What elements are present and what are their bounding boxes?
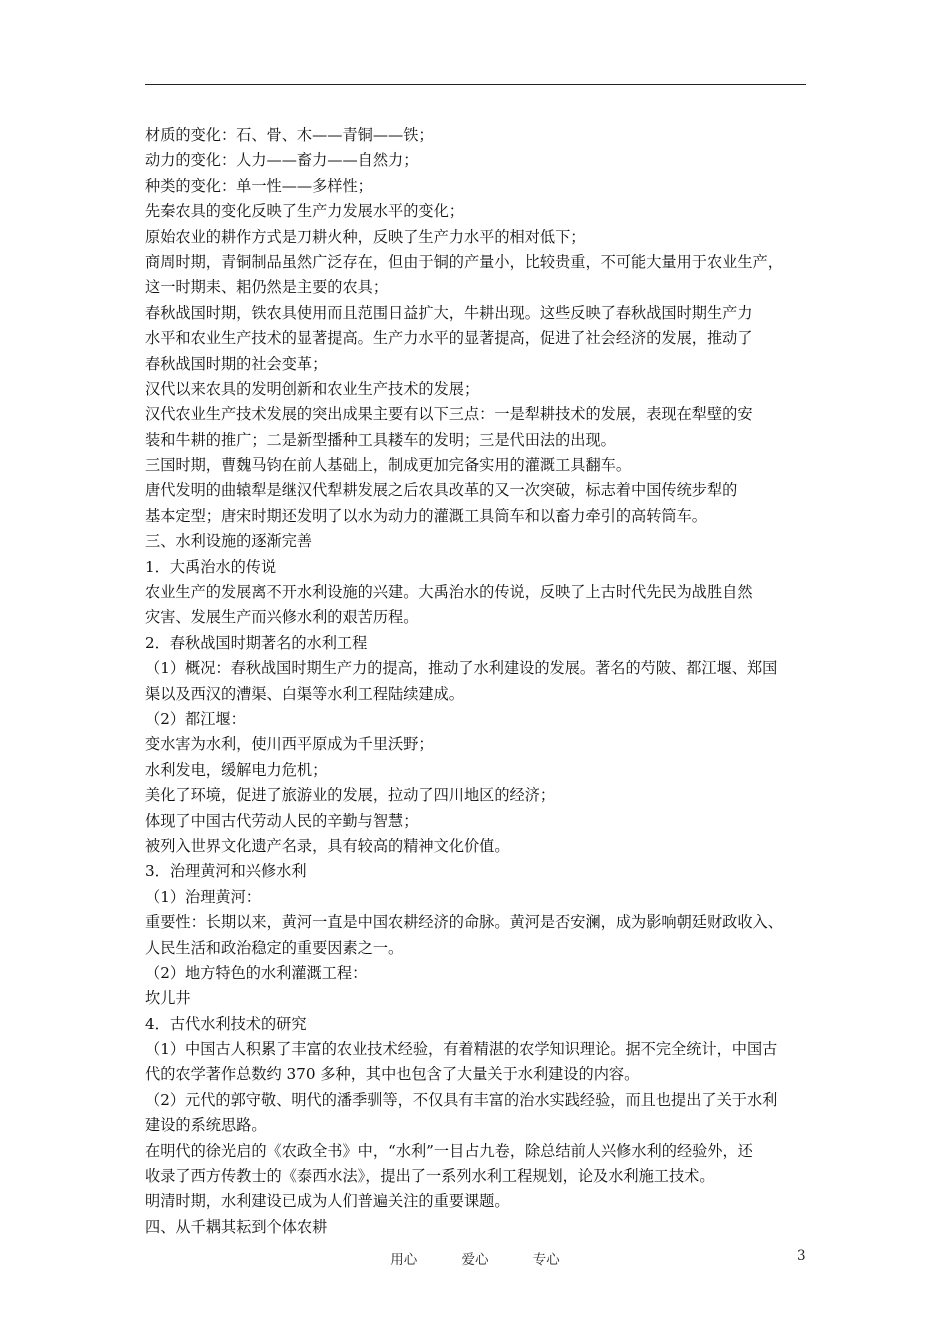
body-line: （2）地方特色的水利灌溉工程： bbox=[145, 963, 368, 982]
body-line: 基本定型；唐宋时期还发明了以水为动力的灌溉工具筒车和以畜力牵引的高转筒车。 bbox=[145, 506, 707, 525]
body-line: （1）治理黄河： bbox=[145, 887, 261, 906]
body-line: 建设的系统思路。 bbox=[145, 1116, 267, 1135]
body-line: 变水害为水利，使川西平原成为千里沃野； bbox=[145, 735, 434, 754]
body-line: 人民生活和政治稳定的重要因素之一。 bbox=[145, 938, 404, 957]
body-line: 被列入世界文化遗产名录，具有较高的精神文化价值。 bbox=[145, 836, 510, 855]
page-number: 3 bbox=[797, 1248, 806, 1264]
footer-motto bbox=[0, 1248, 950, 1268]
body-line: 渠以及西汉的漕渠、白渠等水利工程陆续建成。 bbox=[145, 684, 464, 703]
body-line: 体现了中国古代劳动人民的辛勤与智慧； bbox=[145, 811, 419, 830]
body-line: （1）中国古人积累了丰富的农业技术经验，有着精湛的农学知识理论。据不完全统计，中国古 bbox=[145, 1040, 778, 1059]
footer-motto-2: 爱心 bbox=[461, 1252, 489, 1268]
body-line: 明清时期，水利建设已成为人们普遍关注的重要课题。 bbox=[145, 1192, 510, 1211]
body-line: （1）概况：春秋战国时期生产力的提高，推动了水利建设的发展。著名的芍陂、都江堰、郑国 bbox=[145, 659, 778, 678]
body-line: 动力的变化：人力——畜力——自然力； bbox=[145, 151, 419, 170]
body-line: 春秋战国时期，铁农具使用而且范围日益扩大，牛耕出现。这些反映了春秋战国时期生产力 bbox=[145, 303, 753, 322]
body-line: 原始农业的耕作方式是刀耕火种，反映了生产力水平的相对低下； bbox=[145, 227, 586, 246]
body-line: 先秦农具的变化反映了生产力发展水平的变化； bbox=[145, 202, 464, 221]
body-line: 美化了环境，促进了旅游业的发展，拉动了四川地区的经济； bbox=[145, 786, 556, 805]
body-line: 三国时期，曹魏马钧在前人基础上，制成更加完备实用的灌溉工具翻车。 bbox=[145, 456, 631, 475]
document-body bbox=[145, 123, 810, 1240]
subsection-heading: 3．治理黄河和兴修水利 bbox=[145, 862, 307, 881]
header-rule bbox=[145, 84, 806, 85]
body-line: 材质的变化：石、骨、木——青铜——铁； bbox=[145, 126, 434, 144]
body-line: （2）都江堰： bbox=[145, 709, 246, 728]
body-line: 商周时期，青铜制品虽然广泛存在，但由于铜的产量小，比较贵重，不可能大量用于农业生产， bbox=[145, 252, 783, 271]
footer-motto-3: 专心 bbox=[532, 1252, 560, 1268]
body-line: 灾害、发展生产而兴修水利的艰苦历程。 bbox=[145, 608, 419, 627]
body-line: 代的农学著作总数约 370 多种，其中也包含了大量关于水利建设的内容。 bbox=[145, 1065, 640, 1084]
body-line: 春秋战国时期的社会变革； bbox=[145, 354, 328, 373]
body-line: 水平和农业生产技术的显著提高。生产力水平的显著提高，促进了社会经济的发展，推动了 bbox=[145, 329, 753, 348]
body-line: 农业生产的发展离不开水利设施的兴建。大禹治水的传说，反映了上古时代先民为战胜自然 bbox=[145, 583, 753, 602]
body-line: 水利发电，缓解电力危机； bbox=[145, 760, 328, 779]
subsection-heading: 2．春秋战国时期著名的水利工程 bbox=[145, 633, 368, 652]
body-line: 汉代农业生产技术发展的突出成果主要有以下三点：一是犁耕技术的发展，表现在犁壁的安 bbox=[145, 405, 753, 424]
body-line: 装和牛耕的推广；二是新型播种工具耧车的发明；三是代田法的出现。 bbox=[145, 430, 616, 449]
body-line: 这一时期耒、耜仍然是主要的农具； bbox=[145, 278, 388, 297]
body-line: 汉代以来农具的发明创新和农业生产技术的发展； bbox=[145, 379, 480, 398]
body-line: 种类的变化：单一性——多样性； bbox=[145, 176, 373, 195]
body-line: 重要性：长期以来，黄河一直是中国农耕经济的命脉。黄河是否安澜，成为影响朝廷财政收入、 bbox=[145, 913, 783, 932]
subsection-heading: 4．古代水利技术的研究 bbox=[145, 1014, 307, 1033]
section-heading: 三、水利设施的逐渐完善 bbox=[145, 532, 313, 551]
body-line: （2）元代的郭守敬、明代的潘季驯等，不仅具有丰富的治水实践经验，而且也提出了关于水利 bbox=[145, 1090, 778, 1109]
body-line: 坎儿井 bbox=[145, 989, 191, 1008]
footer-motto-1: 用心 bbox=[390, 1252, 418, 1268]
body-line: 在明代的徐光启的《农政全书》中，“水利”一目占九卷，除总结前人兴修水利的经验外，还 bbox=[145, 1141, 753, 1160]
body-line: 唐代发明的曲辕犁是继汉代犁耕发展之后农具改革的又一次突破，标志着中国传统步犁的 bbox=[145, 481, 738, 500]
body-line: 收录了西方传教士的《泰西水法》，提出了一系列水利工程规划，论及水利施工技术。 bbox=[145, 1167, 715, 1186]
subsection-heading: 1．大禹治水的传说 bbox=[145, 557, 277, 576]
section-heading: 四、从千耦其耘到个体农耕 bbox=[145, 1217, 328, 1236]
